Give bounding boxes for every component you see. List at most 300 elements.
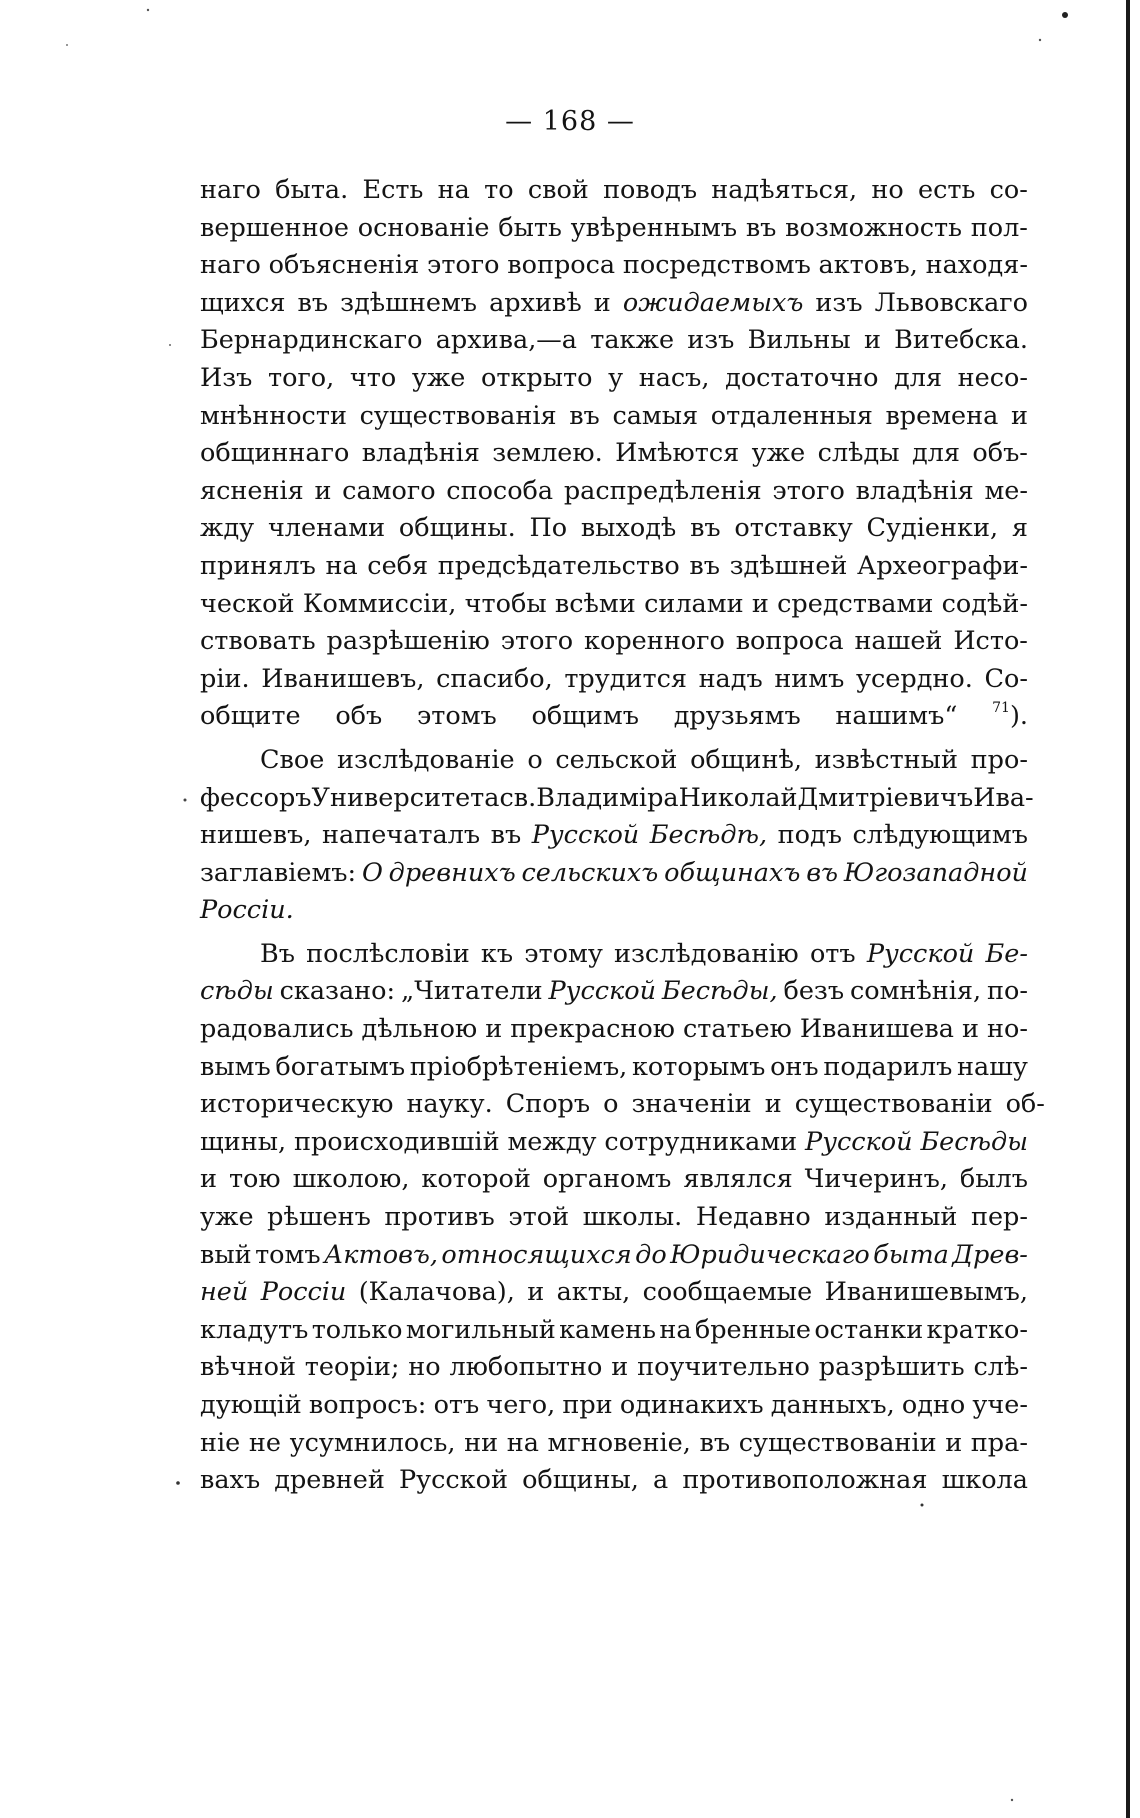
word: здѣшнемъ (340, 287, 478, 318)
text-line (200, 247, 1028, 285)
word: предсѣдательство (437, 550, 680, 581)
word: нишевъ, (200, 820, 312, 851)
word: про- (970, 744, 1028, 775)
word: трудится (564, 663, 687, 694)
italic-word: Россіи. (200, 895, 294, 926)
word: существованіи (794, 1089, 993, 1120)
text-line (200, 780, 1034, 818)
word: общимъ (531, 701, 639, 732)
word: у (608, 362, 624, 393)
word: чтобы (464, 588, 547, 619)
word: силами (644, 588, 744, 619)
word: изданный (824, 1202, 958, 1233)
word: сообщаемые (642, 1277, 813, 1308)
word: статьею (682, 1014, 792, 1045)
text-line (200, 586, 1028, 624)
word: надъ (698, 663, 763, 694)
word: тою (228, 1164, 281, 1195)
word: и (945, 1427, 963, 1458)
speck (921, 1504, 924, 1507)
word: объ (335, 701, 383, 732)
word: владѣнія (855, 475, 974, 506)
word: увѣреннымъ (570, 212, 738, 243)
word: сотрудниками (604, 1126, 798, 1157)
word: Вильны (747, 325, 851, 356)
word: св. (499, 782, 537, 813)
word: основаніе (357, 212, 490, 243)
word: радовались (200, 1014, 354, 1045)
italic-word: Русской (805, 1126, 913, 1157)
word: усумнилось, (289, 1427, 456, 1458)
word: актовъ, (818, 250, 918, 281)
word: щины, (200, 1126, 287, 1157)
text-line (200, 855, 1028, 893)
page-edge-line (1126, 0, 1130, 1818)
word: объясненія (268, 250, 420, 281)
word: также (590, 325, 675, 356)
italic-word: относящихся (441, 1239, 632, 1270)
word: коренного (584, 626, 725, 657)
speck (66, 44, 68, 46)
word: этого (772, 475, 845, 506)
word: изъ (687, 325, 735, 356)
word: я (1011, 513, 1028, 544)
word: архивѣ (489, 287, 582, 318)
speck (184, 799, 187, 802)
word: богатымъ (275, 1051, 406, 1082)
word: Со- (984, 663, 1028, 694)
word: подарилъ (823, 1051, 953, 1082)
word: теоріи; (304, 1352, 400, 1383)
word: объ- (972, 438, 1028, 469)
italic-word: Бе- (985, 938, 1028, 969)
word: наго (200, 175, 261, 205)
word: открыто (480, 362, 593, 393)
word: вымъ (200, 1051, 271, 1082)
word: школою, (292, 1164, 410, 1195)
word: несо- (957, 362, 1028, 393)
word: въ (699, 1427, 731, 1458)
word: и (751, 588, 769, 619)
word: пріобрѣтеніемъ, (409, 1051, 628, 1082)
text-line (200, 1349, 1028, 1387)
word: посредствомъ (622, 250, 811, 281)
word: Исто- (953, 626, 1028, 657)
word: нашей (854, 626, 943, 657)
italic-word: Бесѣды (920, 1126, 1028, 1157)
word: этому (524, 938, 603, 969)
word: средствами (777, 588, 934, 619)
word: одно (901, 1390, 966, 1420)
word: противоположная (682, 1465, 928, 1496)
word: изслѣдованіе (337, 744, 515, 775)
word: пер- (970, 1202, 1028, 1233)
word: со- (989, 175, 1028, 205)
text-line (200, 1049, 1028, 1087)
text-line (200, 661, 1028, 699)
word: ме- (984, 475, 1028, 506)
word: „Читатели (400, 976, 543, 1007)
word: школа (941, 1465, 1028, 1496)
text-line (200, 285, 1028, 323)
word: этомъ (416, 701, 497, 732)
word: наго (200, 250, 261, 281)
word: школы. (582, 1202, 683, 1233)
word: ясненія (200, 475, 304, 506)
text-line (200, 360, 1028, 398)
word: насъ, (638, 362, 710, 393)
word: свой (527, 175, 589, 205)
body-text (200, 172, 1045, 1500)
word: рѣшенъ (267, 1202, 371, 1233)
word: вахъ (200, 1465, 261, 1496)
word: Археографи- (857, 550, 1028, 581)
word: Иванишева (799, 1014, 954, 1045)
italic-word: общинахъ (664, 857, 801, 888)
word: чего, (486, 1390, 556, 1420)
word: существованіи (738, 1427, 937, 1458)
word: архива,—а (435, 325, 578, 356)
word: онъ (770, 1051, 819, 1082)
word: кратко- (926, 1314, 1028, 1345)
word: и (200, 1164, 217, 1195)
text-line (200, 1199, 1028, 1237)
word: об- (1005, 1089, 1045, 1120)
word: для (911, 438, 960, 469)
text-line (200, 322, 1028, 360)
text-line (200, 435, 1028, 473)
word: между (507, 1126, 597, 1157)
word: уже (751, 438, 806, 469)
word: но (408, 1352, 441, 1383)
word: въ (490, 820, 522, 851)
word: самого (342, 475, 436, 506)
text-line (200, 1124, 1028, 1162)
italic-word: до (635, 1239, 667, 1270)
word: историческую (200, 1089, 394, 1120)
word: противъ (384, 1202, 495, 1233)
word: быть (498, 212, 562, 243)
text-line (200, 1274, 1028, 1312)
text-line (200, 698, 1028, 736)
word: по- (987, 976, 1028, 1007)
word: нимъ (774, 663, 845, 694)
word: и (485, 1014, 503, 1045)
word: этого (500, 626, 574, 657)
word: и (611, 1352, 629, 1383)
word: Университета (311, 782, 500, 813)
text-line (200, 1462, 1028, 1500)
word: По (529, 513, 568, 544)
word: всѣми (554, 588, 636, 619)
text-line (200, 210, 1028, 248)
word: для (894, 362, 943, 393)
italic-word: Русской (548, 976, 657, 1007)
word: прекрасною (510, 1014, 675, 1045)
page-number: — 168 — (505, 106, 635, 137)
word: то (484, 175, 514, 205)
word: Львовскаго (874, 287, 1028, 318)
word: ческой (200, 588, 295, 619)
word: напечаталъ (322, 820, 481, 851)
word: способа (446, 475, 554, 506)
word: и (527, 1277, 545, 1308)
word: Свое (260, 744, 325, 775)
italic-word: сельскихъ (521, 857, 659, 888)
speck (176, 1481, 180, 1485)
speck (1011, 1799, 1013, 1801)
word: послѣсловіи (306, 938, 470, 969)
italic-word: Актовъ, (324, 1239, 439, 1270)
text-line (200, 1387, 1028, 1425)
word: кладутъ (200, 1314, 309, 1345)
word: вѣчной (200, 1352, 296, 1383)
speck (1039, 39, 1041, 41)
word: камень (559, 1314, 657, 1345)
word: Иванишевъ, (261, 663, 425, 694)
word: принялъ (200, 550, 316, 581)
word: нашимъ“ (835, 701, 958, 732)
word: въ (297, 287, 329, 318)
word: дующій (200, 1390, 302, 1420)
word: надѣяться, (711, 175, 858, 205)
word: что (349, 362, 397, 393)
word: ни (464, 1427, 499, 1458)
word: Иванишевымъ, (824, 1277, 1028, 1308)
word: разрѣшить (818, 1352, 965, 1383)
word: одинакихъ (619, 1390, 764, 1420)
word: о (603, 1089, 619, 1120)
word: сомнѣнія, (849, 976, 982, 1007)
word: самыя (612, 400, 699, 431)
italic-word: сѣды (200, 976, 274, 1007)
word: отдаленныя (710, 400, 873, 431)
word: изъ (815, 287, 863, 318)
word: жду (200, 513, 255, 544)
word: безъ (783, 976, 845, 1007)
word: отставку (734, 513, 853, 544)
word: науку. (406, 1089, 493, 1120)
word: слѣды (817, 438, 900, 469)
word: дѣльною (361, 1014, 478, 1045)
word: есть (917, 175, 976, 205)
italic-word: быта (873, 1239, 949, 1270)
word: и (961, 1014, 979, 1045)
word: томъ (255, 1239, 321, 1270)
italic-word: древнихъ (388, 857, 516, 888)
word: на (506, 1427, 539, 1458)
word: Ива- (973, 782, 1034, 813)
word: мгновеніе, (547, 1427, 691, 1458)
text-line (200, 1086, 1045, 1124)
word: уче- (972, 1390, 1028, 1420)
word: вопросъ: (308, 1390, 427, 1420)
word: пол- (970, 212, 1028, 243)
word: заглавіемъ: (200, 857, 357, 888)
italic-word: ожидаемыхъ (622, 287, 804, 318)
word: но (871, 175, 904, 205)
text-line (200, 473, 1028, 511)
speck (147, 9, 149, 11)
speck (1062, 12, 1068, 18)
word: быта. (275, 175, 349, 205)
word: Бернардинскаго (200, 325, 423, 356)
word: былъ (959, 1164, 1028, 1195)
word: Имѣются (615, 438, 740, 469)
word: ніе (200, 1427, 241, 1458)
word: и (764, 1089, 782, 1120)
speck (169, 344, 171, 346)
word: этого (427, 250, 500, 281)
word: пра- (970, 1427, 1028, 1458)
word: Въ (260, 938, 295, 969)
word: владѣнія (361, 438, 480, 469)
word: въ (569, 400, 600, 431)
word: органомъ (542, 1164, 672, 1195)
italic-word: Русской (531, 820, 640, 851)
word: общиннаго (200, 438, 350, 469)
word: подъ (777, 820, 842, 851)
word: вершенное (200, 212, 350, 243)
word: выходѣ (580, 513, 677, 544)
word: того, (267, 362, 335, 393)
word: землею. (492, 438, 603, 469)
word: въ (690, 513, 721, 544)
italic-word: Югозападной (843, 857, 1028, 888)
text-line (200, 548, 1028, 586)
word: общинѣ, (690, 744, 802, 775)
word: древней (274, 1465, 385, 1496)
text-line (200, 1011, 1028, 1049)
word: здѣшней (729, 550, 848, 581)
word: слѣ- (973, 1352, 1028, 1383)
word: изслѣдованію (614, 938, 799, 969)
text-line (200, 623, 1028, 661)
text-line (200, 973, 1028, 1011)
word: и (593, 287, 611, 318)
word: при (562, 1390, 613, 1420)
word: къ (480, 938, 514, 969)
word: на (325, 550, 358, 581)
italic-word: Бесѣдѣ, (649, 820, 768, 851)
word: извѣстный (814, 744, 958, 775)
word: членами (267, 513, 386, 544)
word: Споръ (505, 1089, 591, 1120)
word: нашу (957, 1051, 1028, 1082)
italic-word: ней (200, 1277, 249, 1308)
word: на (659, 1314, 692, 1345)
text-line (200, 510, 1028, 548)
word: отъ (433, 1390, 480, 1420)
word: акты, (556, 1277, 631, 1308)
word: разрѣшенію (326, 626, 490, 657)
word: Изъ (200, 362, 253, 393)
word: находя- (925, 250, 1028, 281)
word: Недавно (695, 1202, 811, 1233)
word: Судіенки, (866, 513, 999, 544)
word: себя (367, 550, 429, 581)
word: отъ (809, 938, 856, 969)
word: и (1011, 400, 1028, 431)
word: друзьямъ (673, 701, 801, 732)
word: являлся (683, 1164, 793, 1195)
word: въ (689, 550, 720, 581)
word: распредѣленія (563, 475, 762, 506)
text-line (200, 1237, 1028, 1275)
word: вопроса (507, 250, 616, 281)
italic-word: Бесѣды, (661, 976, 778, 1007)
italic-word: Древ- (952, 1239, 1028, 1270)
word: происходившій (293, 1126, 500, 1157)
word: $^{71}$). (992, 700, 1028, 732)
word: Витебска. (894, 325, 1028, 356)
word: но- (986, 1014, 1028, 1045)
italic-word: Русской (866, 938, 975, 969)
word: (Калачова), (358, 1277, 515, 1308)
word: вый (200, 1239, 252, 1270)
word: не (248, 1427, 281, 1458)
word: этой (508, 1202, 570, 1233)
italic-word: въ (806, 857, 839, 888)
word: Владиміра (536, 782, 679, 813)
word: мнѣнности (200, 400, 347, 431)
italic-word: Юридическаго (670, 1239, 870, 1270)
word: сельской (555, 744, 678, 775)
word: поводъ (603, 175, 698, 205)
word: могильный (405, 1314, 556, 1345)
word: Николай (678, 782, 798, 813)
word: Чичеринъ, (804, 1164, 948, 1195)
word: и (314, 475, 332, 506)
word: уже (411, 362, 466, 393)
word: слѣдующимъ (852, 820, 1028, 851)
word: сказано: (279, 976, 396, 1007)
text-line (200, 1312, 1028, 1350)
word: въ (745, 212, 777, 243)
word: Коммиссіи, (302, 588, 457, 619)
text-line (200, 817, 1028, 855)
word: времена (885, 400, 999, 431)
word: только (311, 1314, 403, 1345)
word: поучительно (637, 1352, 810, 1383)
word: останки (814, 1314, 924, 1345)
word: вопроса (735, 626, 844, 657)
word: и (863, 325, 881, 356)
word: общины, (522, 1465, 639, 1496)
word: общите (200, 701, 301, 732)
word: любопытно (449, 1352, 603, 1383)
text-line (200, 936, 1028, 974)
footnote-number: 71 (992, 700, 1010, 717)
word: ствовать (200, 626, 316, 657)
text-line (200, 1161, 1028, 1199)
word: ріи. (200, 663, 250, 694)
word: фессоръ (200, 782, 312, 813)
italic-word: Россіи (260, 1277, 347, 1308)
word: достаточно (725, 362, 879, 393)
word: значеніи (631, 1089, 752, 1120)
word: существованія (359, 400, 557, 431)
word: Русской (398, 1465, 508, 1496)
word: которымъ (631, 1051, 766, 1082)
word: данныхъ, (770, 1390, 895, 1420)
word: возможность (785, 212, 963, 243)
word: содѣй- (941, 588, 1028, 619)
text-line (200, 892, 1028, 930)
italic-word: О (361, 857, 383, 888)
word: которой (421, 1164, 531, 1195)
word: спасибо, (436, 663, 553, 694)
